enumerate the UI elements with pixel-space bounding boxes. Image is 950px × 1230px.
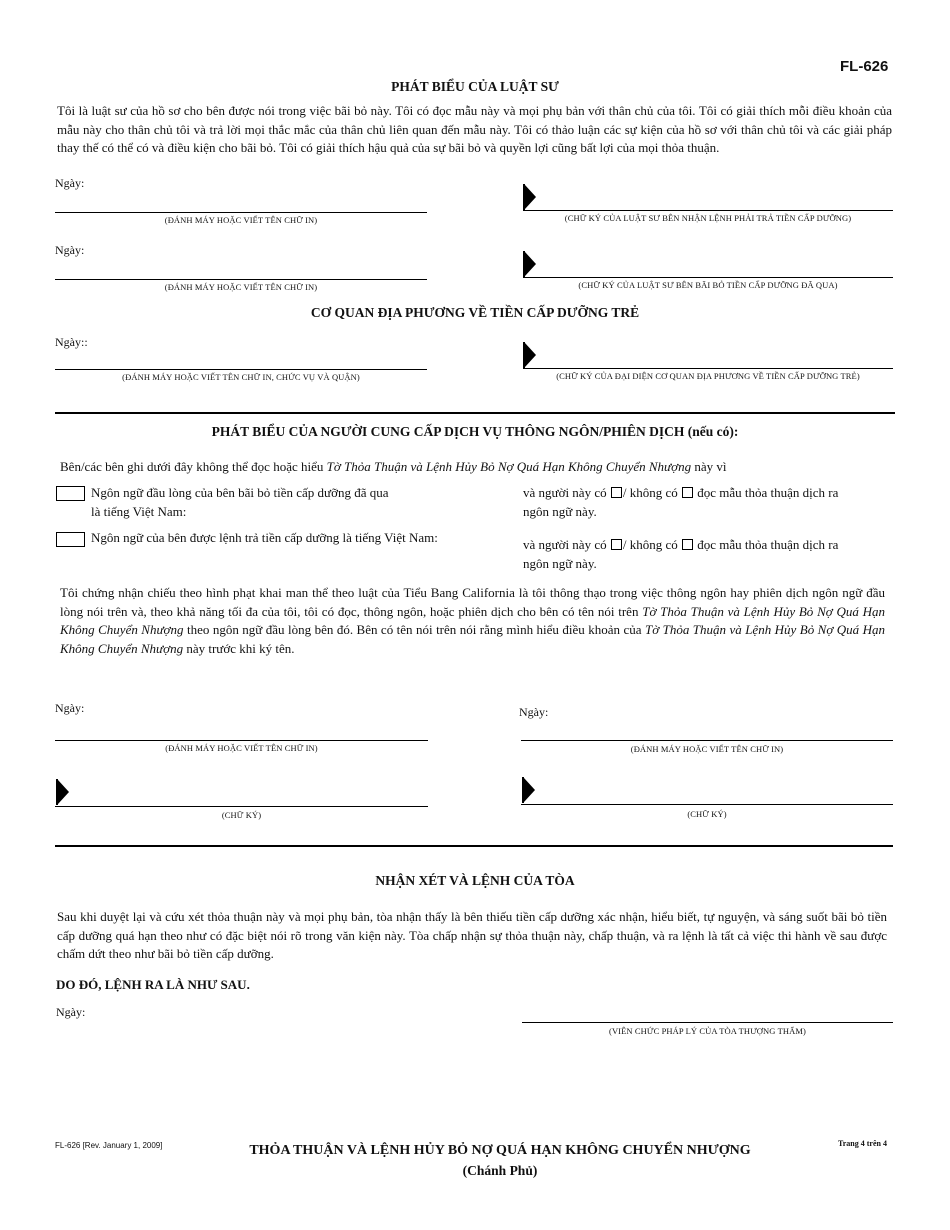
interpreter-certification: Tôi chứng nhận chiếu theo hình phạt khai man thể theo luật của Tiểu Bang California là tôi thông thạo trong việc thông ngôn hay phiên dịch ngôn ngữ đầu lòng nói trên và, theo khả năng tối đa của tôi, tôi có đọc, thông ngôn, hoặc phiên dịch cho bên có tên nói trên Tờ Thỏa Thuận và Lệnh Hủy Bỏ Nợ Quá Hạn Không Chuyển Nhượng theo ngôn ngữ đầu lòng bên đó. Bên có tên nói trên nói rằng mình hiểu điều khoản của Tờ Thỏa Thuận và Lệnh Hủy Bỏ Nợ Quá Hạn Không Chuyển Nhượng này trước khi ký tên.	[60, 585, 885, 656]
attorney-signature-caption-1: (CHỮ KÝ CỦA LUẬT SƯ BÊN NHẬN LỆNH PHẢI TRẢ TIỀN CẤP DƯỠNG)	[564, 213, 852, 223]
form-title: THỎA THUẬN VÀ LỆNH HỦY BỎ NỢ QUÁ HẠN KHÔNG CHUYỂN NHƯỢNG	[249, 1143, 751, 1158]
signature-arrow-icon	[523, 184, 537, 210]
form-number: FL-626	[840, 58, 889, 75]
attorney-name-caption-1: (ĐÁNH MÁY HOẶC VIẾT TÊN CHỮ IN)	[164, 215, 318, 225]
agency-name-line[interactable]	[55, 369, 427, 370]
signature-arrow-icon	[523, 251, 537, 277]
interpreter-date-label-right: Ngày:	[519, 705, 549, 719]
court-findings: Sau khi duyệt lại và cứu xét thỏa thuận này và mọi phụ bản, tòa nhận thấy là bên thiếu tiền cấp dưỡng xác nhận, hiểu biết, tự nguyện, và sáng suốt bãi bỏ tiền cấp dưỡng quá hạn theo như có đặc biệt nói rõ trong văn kiện này. Tòa chấp nhận sự thỏa thuận này, chấp thuận, và ra lệnh là tất cả việc thi hành về sau được chấm dứt theo như bãi bỏ tiền cấp dưỡng.	[57, 909, 887, 961]
has-not-read-checkbox[interactable]	[682, 487, 693, 498]
attorney-name-caption-2: (ĐÁNH MÁY HOẶC VIẾT TÊN CHỮ IN)	[164, 282, 318, 292]
interpreter-date-label-left: Ngày:	[55, 701, 85, 715]
agency-section-heading: CƠ QUAN ĐỊA PHƯƠNG VỀ TIỀN CẤP DƯỠNG TRẺ	[310, 305, 640, 320]
attorney-date-label-1: Ngày:	[55, 176, 85, 190]
attorney-signature-line-1[interactable]	[523, 210, 893, 211]
judicial-officer-caption: (VIÊN CHỨC PHÁP LÝ CỦA TÒA THƯỢNG THẨM)	[609, 1026, 806, 1036]
interpreter-name-caption-right: (ĐÁNH MÁY HOẶC VIẾT TÊN CHỮ IN)	[630, 744, 784, 754]
signature-arrow-icon	[523, 342, 537, 368]
signature-arrow-icon	[56, 779, 70, 805]
agency-signature-line[interactable]	[523, 368, 893, 369]
language-2-text: Ngôn ngữ của bên được lệnh trả tiền cấp dưỡng là tiếng Việt Nam:	[91, 530, 438, 545]
interpreter-signature-line-right[interactable]	[521, 804, 893, 805]
attorney-signature-line-2[interactable]	[523, 277, 893, 278]
interpreter-name-caption-left: (ĐÁNH MÁY HOẶC VIẾT TÊN CHỮ IN)	[165, 743, 318, 753]
page-number: Trang 4 trên 4	[838, 1139, 887, 1148]
agency-name-caption: (ĐÁNH MÁY HOẶC VIẾT TÊN CHỮ IN, CHỨC VỤ VÀ QUẬN)	[122, 372, 360, 382]
has-read-checkbox[interactable]	[611, 539, 622, 550]
court-order-label: DO ĐÓ, LỆNH RA LÀ NHƯ SAU.	[56, 977, 250, 992]
agency-signature-caption: (CHỮ KÝ CỦA ĐẠI DIỆN CƠ QUAN ĐỊA PHƯƠNG VỀ TIỀN CẤP DƯỠNG TRẺ)	[556, 371, 860, 381]
court-section-heading: NHẬN XÉT VÀ LỆNH CỦA TÒA	[375, 873, 575, 888]
interpreter-name-line-left[interactable]	[55, 740, 428, 741]
attorney-statement: Tôi là luật sư của hồ sơ cho bên được nói trong việc bãi bỏ này. Tôi có đọc mẫu này và mọi phụ bản với thân chủ của tôi. Tôi có giải thích mỗi điều khoản của mẫu này cho thân chủ tôi và trả lời mọi thắc mắc của thân chủ liên quan đến mẫu này. Tôi có thảo luận các sự kiện của hồ sơ với thân chủ tôi và các giải pháp thay thế có thể có và điều kiện cho bãi bỏ. Tôi có giải thích hậu quả của sự bãi bỏ và quyền lợi cũng bất lợi của mọi thỏa thuận.	[57, 103, 892, 155]
attorney-date-label-2: Ngày:	[55, 243, 85, 257]
language-2-box[interactable]	[56, 532, 85, 547]
agency-date-label: Ngày::	[55, 335, 88, 349]
section-divider	[55, 845, 893, 847]
interpreter-section-heading: PHÁT BIỂU CỦA NGƯỜI CUNG CẤP DỊCH VỤ THÔNG NGÔN/PHIÊN DỊCH (nếu có):	[211, 424, 739, 439]
signature-arrow-icon	[522, 777, 536, 803]
interpreter-name-line-right[interactable]	[521, 740, 893, 741]
interpreter-signature-line-left[interactable]	[55, 806, 428, 807]
form-subtitle: (Chánh Phủ)	[462, 1163, 538, 1178]
section-divider	[55, 412, 895, 414]
attorney-name-line-2[interactable]	[55, 279, 427, 280]
judicial-officer-signature-line[interactable]	[522, 1022, 893, 1023]
language-1-read-statement: và người này có / không có đọc mẫu thỏa thuận dịch ra ngôn ngữ này.	[523, 485, 839, 519]
court-date-label: Ngày:	[56, 1005, 86, 1019]
has-not-read-checkbox[interactable]	[682, 539, 693, 550]
has-read-checkbox[interactable]	[611, 487, 622, 498]
language-2-read-statement: và người này có / không có đọc mẫu thỏa thuận dịch ra ngôn ngữ này.	[523, 537, 839, 571]
language-1-box[interactable]	[56, 486, 85, 501]
form-revision: FL-626 [Rev. January 1, 2009]	[55, 1141, 163, 1150]
interpreter-signature-caption-right: (CHỮ KÝ)	[687, 809, 727, 819]
interpreter-intro: Bên/các bên ghi dưới đây không thể đọc hoặc hiểu Tờ Thỏa Thuận và Lệnh Hủy Bỏ Nợ Quá Hạn Không Chuyển Nhượng này vì	[60, 459, 727, 474]
attorney-name-line-1[interactable]	[55, 212, 427, 213]
language-1-text: Ngôn ngữ đầu lòng của bên bãi bỏ tiền cấp dưỡng đã qua là tiếng Việt Nam:	[91, 485, 389, 519]
attorney-signature-caption-2: (CHỮ KÝ CỦA LUẬT SƯ BÊN BÃI BỎ TIỀN CẤP DƯỠNG ĐÃ QUA)	[578, 280, 838, 290]
interpreter-signature-caption-left: (CHỮ KÝ)	[221, 810, 262, 820]
attorney-section-heading: PHÁT BIỂU CỦA LUẬT SƯ	[391, 79, 559, 94]
